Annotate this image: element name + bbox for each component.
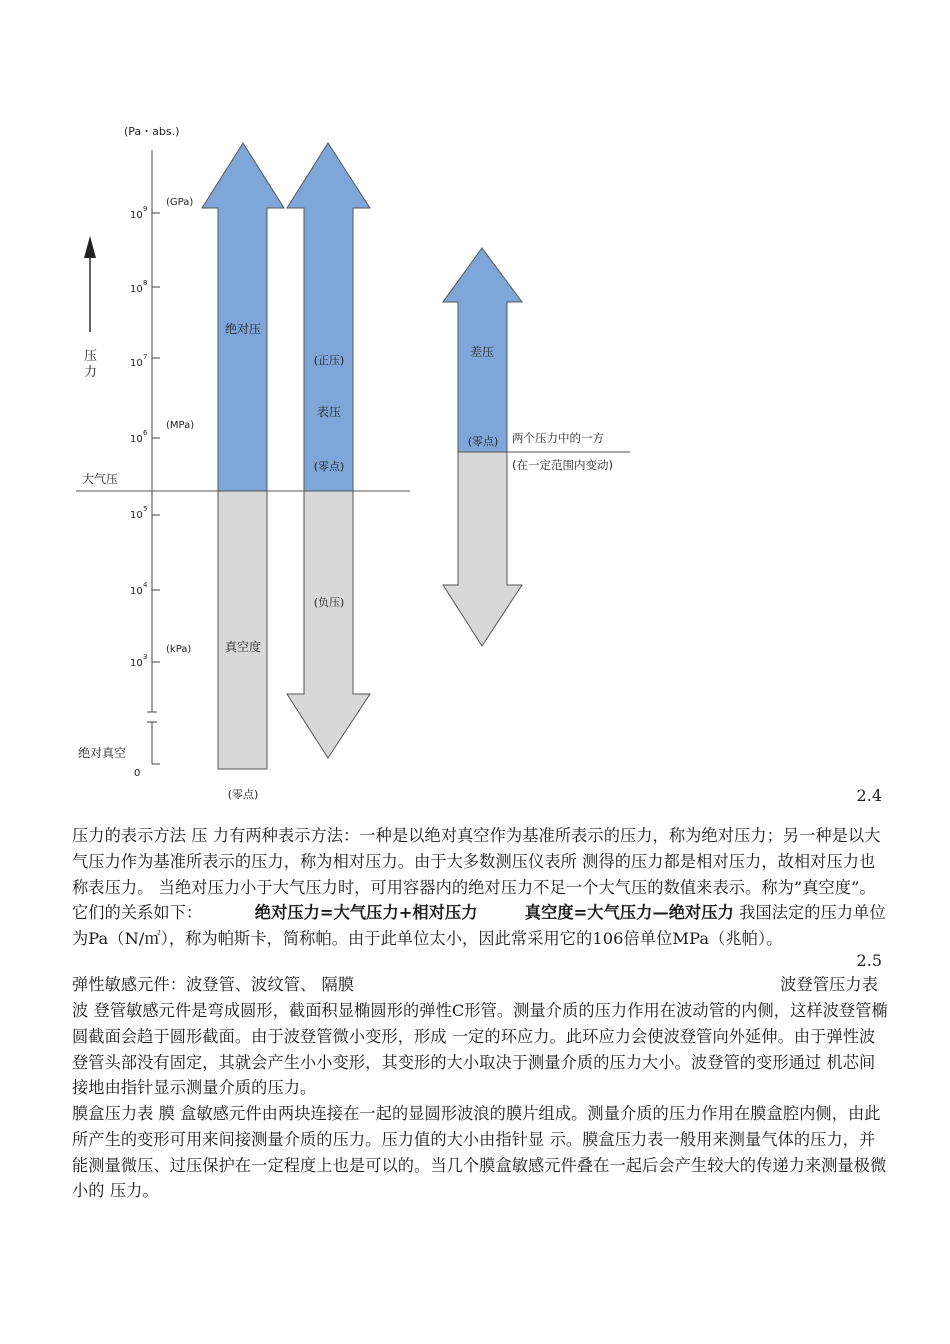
tick-label-1e5 [130, 505, 147, 521]
gauge-pressure-label: 表压 [316, 405, 342, 419]
absolute-vacuum-label: 绝对真空 [78, 746, 127, 760]
svg-text:10: 10 [130, 434, 143, 445]
vacuum-degree-label: 真空度 [224, 640, 262, 654]
p1-unit: 我国法定的压力单位为Pa（N/㎡），称为帕斯卡，简称帕。由于此单位太小，因此常采用它的106倍单位MPa（兆帕）。 [72, 903, 886, 949]
diff-note-1: 两个压力中的一方 [512, 431, 604, 445]
tick-label-1e9 [130, 205, 147, 221]
svg-text:9: 9 [143, 205, 148, 213]
svg-text:4: 4 [143, 581, 148, 589]
svg-text:5: 5 [143, 505, 148, 513]
zero-point-gauge-label: (零点) [313, 460, 345, 473]
differential-pressure-label: 差压 [469, 345, 495, 359]
diff-note-2: (在一定范围内变动) [512, 458, 613, 472]
svg-text:10: 10 [130, 358, 143, 369]
zero-point-diff-label: (零点) [467, 435, 499, 448]
formula-vacuum: 真空度=大气压力—绝对压力 [524, 903, 734, 923]
diaphragm-box-text: 膜盒压力表 膜 盒敏感元件由两块连接在一起的显圆形波浪的膜片组成。测量介质的压力作用在膜盒腔内侧，由此所产生的变形可用来间接测量介质的压力。压力值的大小由指针显 示。膜盒压力表一般用来测量气体的压力，并能测量微压、过压保护在一定程度上也是可以的。当几个膜盒敏感元件叠在一起后会产生较大的传递力来测量极微小的 压力。 [72, 1104, 887, 1201]
formula-absolute: 绝对压力=大气压力+相对压力 [254, 903, 478, 923]
tick-label-zero: 0 [134, 768, 141, 779]
paragraph-diaphragm-box [72, 1101, 890, 1204]
svg-text:10: 10 [130, 586, 143, 597]
negative-pressure-label: (负压) [313, 596, 345, 609]
svg-text:10: 10 [130, 510, 143, 521]
bourdon-tube-title: 波登管压力表 [780, 975, 878, 994]
tick-label-1e4 [130, 581, 148, 597]
p1-intro: 压力的表示方法 压 力有两种表示方法：一种是以绝对真空作为基准所表示的压力，称为绝对压力；另一种是以大气压力作为基准所表示的压力，称为相对压力。由于大多数测压仪表所 测得的压力都是相对压力，故相对压力也称表压力。 当绝对压力小于大气压力时，可用容器内的绝对压力不足一个大气压的数值来表示。称为”真空度”。它们的关系如下： [72, 826, 881, 923]
svg-text:10: 10 [130, 284, 143, 295]
absolute-pressure-arrow [202, 143, 284, 769]
absolute-pressure-label: 绝对压 [224, 322, 262, 336]
unit-kpa: (kPa) [166, 644, 192, 655]
atmosphere-label: 大气压 [82, 472, 119, 486]
paragraph-pressure-representation [72, 823, 890, 952]
elastic-elements-text: 弹性敏感元件：波登管、波纹管、 隔膜 [72, 975, 355, 994]
tick-label-1e8 [130, 279, 147, 295]
tick-label-1e3 [130, 653, 147, 669]
pressure-up-arrow-icon [84, 236, 96, 332]
paragraph-bourdon-tube [72, 998, 890, 1101]
elastic-elements-line [72, 972, 890, 998]
svg-text:3: 3 [143, 653, 148, 661]
section-number-2-4: 2.4 [856, 786, 882, 805]
section-number-2-5: 2.5 [856, 951, 882, 970]
svg-text:10: 10 [130, 210, 143, 221]
svg-text:6: 6 [143, 429, 148, 437]
zero-point-bottom-label: (零点) [227, 788, 259, 801]
positive-pressure-label: (正压) [313, 354, 345, 367]
svg-text:8: 8 [143, 279, 148, 287]
axis-title-1: 压 [84, 349, 98, 364]
bourdon-tube-text: 波 登管敏感元件是弯成圆形，截面积显椭圆形的弹性C形管。测量介质的压力作用在波动管的内侧，这样波登管椭圆截面会趋于圆形截面。由于波登管微小变形，形成 一定的环应力。此环应力会使波登管向外延伸。由于弹性波登管头部没有固定，其就会产生小小变形，其变形的大小取决于测量介质的压力大小。波登管的变形通过 机芯间接地由指针显示测量介质的压力。 [72, 1001, 888, 1098]
gauge-pressure-arrow [287, 143, 370, 758]
svg-text:7: 7 [143, 353, 148, 361]
unit-label: (Pa・abs.) [124, 125, 180, 138]
unit-gpa: (GPa) [166, 197, 194, 208]
unit-mpa: (MPa) [166, 420, 195, 431]
tick-label-1e6 [130, 429, 148, 445]
axis-title-2: 力 [84, 365, 98, 380]
tick-label-1e7 [130, 353, 147, 369]
svg-text:10: 10 [130, 658, 143, 669]
